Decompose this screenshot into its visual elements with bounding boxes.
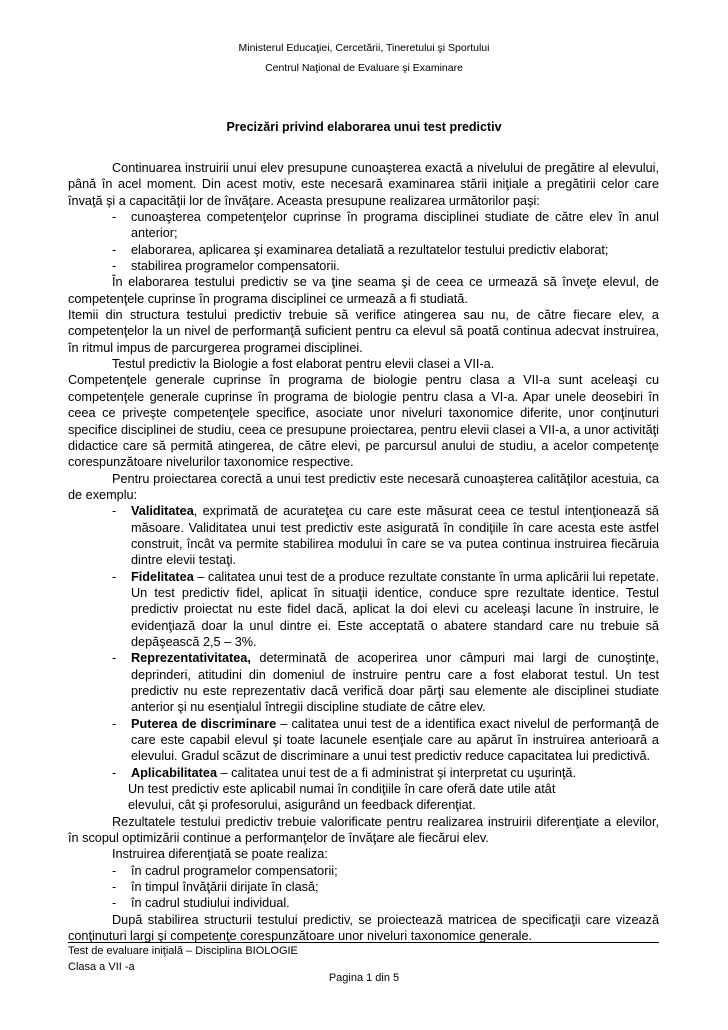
quality-item: - Validitatea, exprimată de acurateţea cu care este măsurat ceea ce testul intenţionează să măsoare. Validitatea unui test predictiv este asigurată în condiţiile în care acesta este astfel construit, încât va permite stabilirea modului în care se va putea continua instruirea fiecăruia dintre elevii testaţi. [112,504,659,568]
list-item: - stabilirea programelor compensatorii. [112,259,340,274]
paragraph: Continuarea instruirii unui elev presupune cunoaşterea exactă a nivelului de pregătire al elevului, până în acel moment. Din acest motiv, este necesară examinarea stării iniţiale a pregătirii celor care învaţă şi a capacităţii lor de învăţare. Aceasta presupune realizarea următorilor paşi: [68,161,659,208]
paragraph: Testul predictiv la Biologie a fost elaborat pentru elevii clasei a VII-a. [112,357,495,372]
list-item: - în cadrul programelor compensatorii; [112,863,338,878]
quality-name: Aplicabilitatea [131,765,218,780]
footer-class: Clasa a VII -a [68,961,135,973]
continuation-line: Un test predictiv este aplicabil numai în condiţiile în care oferă date utile atât [128,782,556,797]
list-item: - cunoaşterea competenţelor cuprinse în programa disciplinei studiate de către elev în anul anterior; [112,210,659,241]
paragraph: După stabilirea structurii testului predictiv, se proiectează matricea de specificaţii care vizează conţinuturi largi şi competenţe corespunzătoare unor niveluri taxonomice generale. [68,912,659,944]
document-body [68,160,659,945]
page-number: Pagina 1 din 5 [328,972,400,984]
list-item: - în timpul învăţării dirijate în clasă; [112,880,319,895]
list-item: - în cadrul studiului individual. [112,896,290,911]
footer-subject: Test de evaluare iniţială – Disciplina BIOLOGIE [68,945,298,957]
paragraph: Instruirea diferenţiată se poate realiza: [112,847,328,862]
continuation-line: elevului, cât şi profesorului, asigurând un feedback diferenţiat. [128,798,476,813]
document-title: Precizări privind elaborarea unui test predictiv [226,120,502,134]
header-ministry: Ministerul Educaţiei, Cercetării, Tineretului şi Sportului [238,42,490,54]
paragraph: Rezultatele testului predictiv trebuie valorificate pentru realizarea instruirii diferenţiate a elevilor, în scopul optimizării continue a performanţelor de învăţare ale fiecărui elev. [68,814,659,846]
paragraph: Pentru proiectarea corectă a unui test predictiv este necesară cunoaşterea calităţilor acestuia, ca de exemplu: [68,471,659,502]
paragraph: În elaborarea testului predictiv se va ţine seama şi de ceea ce urmează să înveţe elevul, de competenţele cuprinse în programa disciplinei ce urmează a fi studiată. [68,275,659,306]
quality-item: - Reprezentativitatea, determinată de acoperirea unor câmpuri mai largi de cunoştinţe, deprinderi, atitudini din domeniul de instruire pentru care a fost elaborat testul. Un test predictiv nu este reprezentativ dacă verifică doar părţi sau elemente ale disciplinei studiate anterior şi nu esenţialul întregii discipline studiate de către elev. [112,651,659,715]
quality-name: Validitatea [131,504,194,519]
paragraph: Itemii din structura testului predictiv trebuie să verifice atingerea sau nu, de către fiecare elev, a competenţelor la un nivel de performanţă suficient pentru ca elevul să poată continua adecvat instruirea, în ritmul impus de parcurgerea programei disciplinei. [68,308,659,355]
quality-item: - Aplicabilitatea – calitatea unui test de a fi administrat şi interpretat cu uşurinţă. [112,765,576,780]
quality-name: Reprezentativitatea, [131,651,251,666]
header-center: Centrul Naţional de Evaluare şi Examinare [265,62,463,74]
quality-name: Fidelitatea [131,569,194,584]
quality-item: - Puterea de discriminare – calitatea unui test de a identifica exact nivelul de performanţă de care este capabil elevul şi toate lacunele esenţiale care au apărut în instruirea anterioară a elevului. Gradul scăzut de discriminare a unui test predictiv reduce capacitatea lui predictivă. [112,716,660,764]
quality-name: Puterea de discriminare [131,716,277,731]
paragraph: Competenţele generale cuprinse în programa de biologie pentru clasa a VII-a sunt aceleaşi cu competenţele generale cuprinse în programa de biologie pentru clasa a VI-a. Apar unele deosebiri în ceea ce priveşte competenţele specifice, asociate unor niveluri taxonomice diferite, unor conţinuturi specifice disciplinei de studiu, ceea ce presupune proiectarea, pentru elevii clasei a VII-a, a unor activităţi didactice care să permită atingerea, de către elevi, pe parcursul anului de studiu, a acelor competenţe corespunzătoare nivelurilor taxonomice respective. [68,373,659,470]
footer-divider [68,942,659,943]
list-item: - elaborarea, aplicarea şi examinarea detaliată a rezultatelor testului predictiv elaborat; [112,242,609,257]
quality-item: - Fidelitatea – calitatea unui test de a produce rezultate constante în urma aplicării lui repetate. Un test predictiv fidel, aplicat în situaţii identice, conduce spre rezultate identice. Testul predictiv proiectat nu este fidel dacă, aplicat la doi elevi cu aceleaşi lacune în instruire, le evidenţiază doar la unul dintre ei. Este acceptată o abatere standard care nu trebuie să depăşească 2,5 – 3%. [112,569,659,649]
